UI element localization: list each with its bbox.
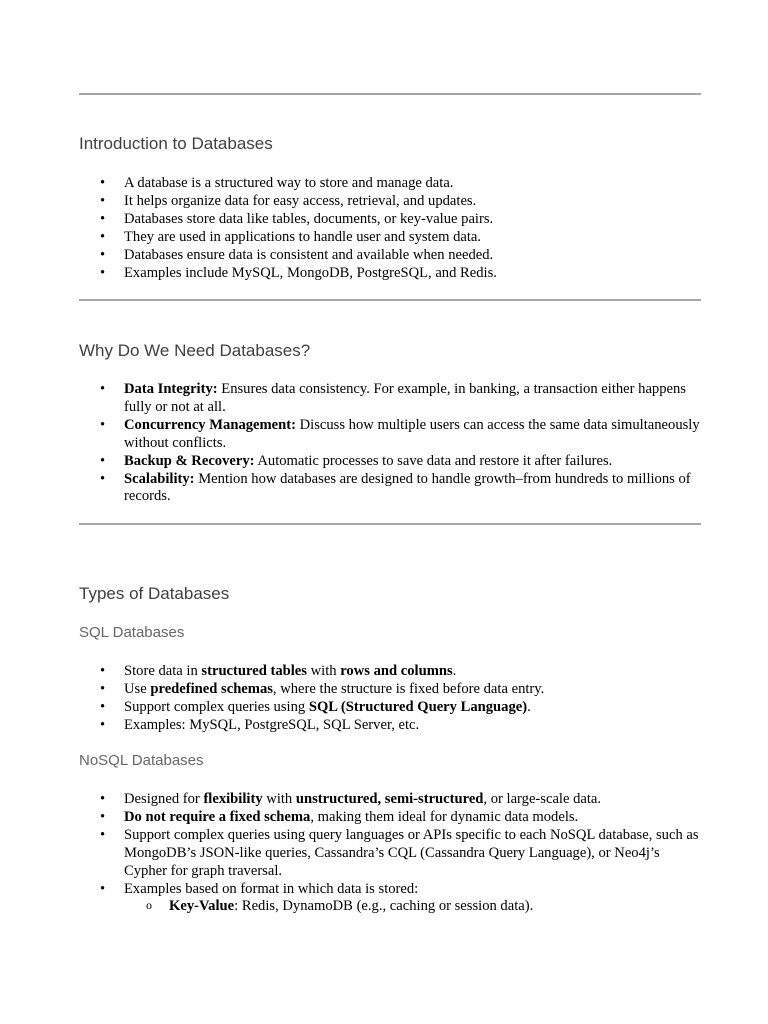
sql-list <box>79 663 701 735</box>
divider-2 <box>79 299 701 301</box>
intro-item-3: • Databases store data like tables, documents, or key-value pairs. <box>79 211 701 229</box>
sql-item-1: • Store data in structured tables with rows and columns. <box>79 663 701 681</box>
nosql-format-sublist <box>124 898 701 916</box>
intro-item-6: • Examples include MySQL, MongoDB, PostgreSQL, and Redis. <box>79 265 701 283</box>
heading-types: Types of Databases <box>79 584 230 603</box>
heading-why-databases: Why Do We Need Databases? <box>79 341 311 360</box>
why-item-integrity: • Data Integrity: Ensures data consistency. For example, in banking, a transaction either happens fully or not at all. <box>79 381 701 417</box>
sql-item-3: • Support complex queries using SQL (Structured Query Language). <box>79 699 701 717</box>
nosql-list <box>79 791 701 916</box>
heading-sql: SQL Databases <box>79 624 185 641</box>
why-item-backup: • Backup & Recovery: Automatic processes to save data and restore it after failures. <box>79 453 701 471</box>
why-item-scalability: • Scalability: Mention how databases are designed to handle growth–from hundreds to millions of records. <box>79 471 701 507</box>
nosql-item-3: • Support complex queries using query languages or APIs specific to each NoSQL database, such as MongoDB’s JSON-like queries, Cassandra’s CQL (Cassandra Query Language), or Neo4j’s Cypher for graph traversal. <box>79 827 701 881</box>
sql-item-4: • Examples: MySQL, PostgreSQL, SQL Server, etc. <box>79 717 701 735</box>
intro-list <box>79 175 701 282</box>
heading-introduction: Introduction to Databases <box>79 134 273 153</box>
nosql-subitem-key-value: o Key-Value: Redis, DynamoDB (e.g., caching or session data). <box>124 898 701 916</box>
term-data-integrity: Data Integrity: <box>124 381 218 397</box>
divider-3 <box>79 523 701 525</box>
heading-nosql: NoSQL Databases <box>79 752 204 769</box>
sql-item-2: • Use predefined schemas, where the structure is fixed before data entry. <box>79 681 701 699</box>
nosql-item-4: • Examples based on format in which data is stored: o Key-Value: Redis, DynamoDB (e.g., caching or session data). <box>79 881 701 917</box>
intro-item-1: • A database is a structured way to store and manage data. <box>79 175 701 193</box>
intro-item-4: • They are used in applications to handle user and system data. <box>79 229 701 247</box>
nosql-item-1: • Designed for flexibility with unstructured, semi-structured, or large-scale data. <box>79 791 701 809</box>
intro-item-5: • Databases ensure data is consistent and available when needed. <box>79 247 701 265</box>
why-item-concurrency: • Concurrency Management: Discuss how multiple users can access the same data simultaneously without conflicts. <box>79 417 701 453</box>
term-concurrency: Concurrency Management: <box>124 416 296 433</box>
divider-top <box>79 93 701 95</box>
term-backup-recovery: Backup & Recovery: <box>124 452 255 469</box>
intro-item-2: • It helps organize data for easy access, retrieval, and updates. <box>79 193 701 211</box>
term-scalability: Scalability: <box>124 470 195 487</box>
nosql-item-2: • Do not require a fixed schema, making them ideal for dynamic data models. <box>79 809 701 827</box>
why-list <box>79 381 701 506</box>
